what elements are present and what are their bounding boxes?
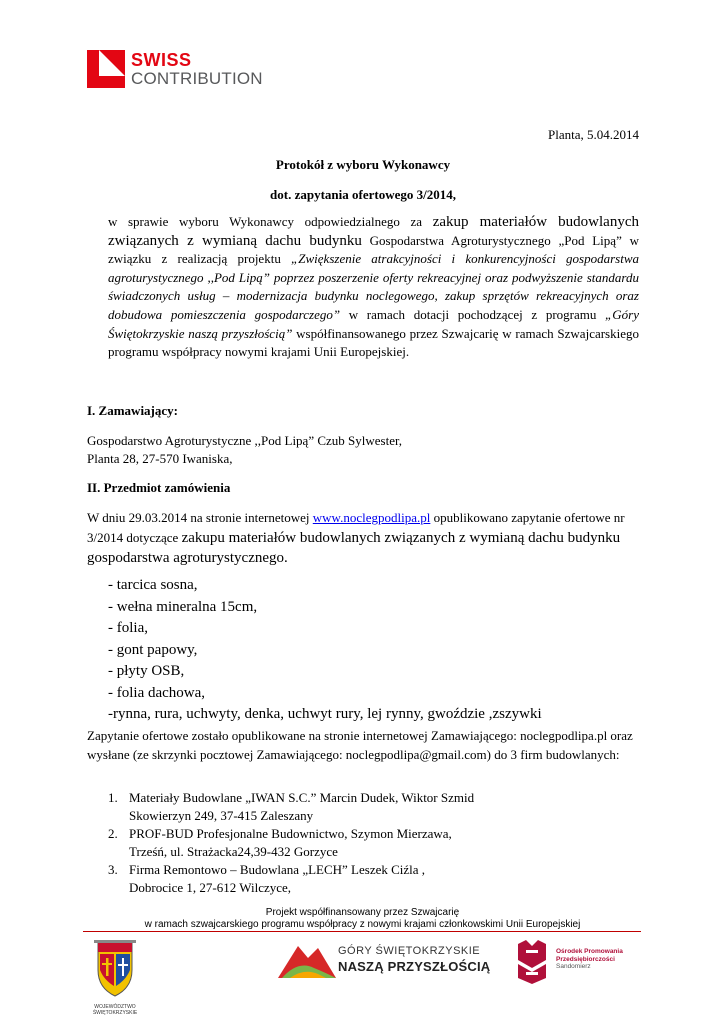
- contracting-party-address: Planta 28, 27-570 Iwaniska,: [87, 451, 233, 466]
- section-2-heading: II. Przedmiot zamówienia: [87, 480, 231, 495]
- document-subtitle: dot. zapytania ofertowego 3/2014,: [270, 187, 456, 202]
- firm-name: Materiały Budowlane „IWAN S.C.” Marcin Dudek, Wiktor Szmid: [129, 790, 475, 805]
- list-item: -rynna, rura, uchwyty, denka, uchwyt rury, lej rynny, gwoździe ,zszywki: [108, 706, 542, 722]
- intro-part-5: w ramach dotacji pochodzącej z programu: [348, 306, 597, 322]
- document-title: Protokół z wyboru Wykonawcy: [275, 157, 451, 172]
- intro-paragraph: [108, 213, 639, 362]
- logo-contribution-text: CONTRIBUTION: [131, 69, 263, 88]
- subject-text-3: zakupu materiałów budowlanych związanych z wymianą dachu budynku gospodarstwa agroturystycznego.: [87, 530, 621, 566]
- intro-part-3: Gospodarstwa Agroturystycznego „Pod Lipą” w związku z realizacją projektu: [108, 232, 640, 267]
- osrodek-emblem-icon: [512, 938, 552, 986]
- list-item: [108, 861, 648, 896]
- mountains-icon: [278, 938, 336, 982]
- list-item: [108, 789, 648, 824]
- publication-paragraph: Zapytanie ofertowe zostało opublikowane na stronie internetowej Zamawiającego: noclegpodlipa.pl oraz wysłane (ze skrzynki pocztowej Zamawiającego: noclegpodlipa@gmail.com) do 3 firm budowlanych:: [87, 728, 633, 762]
- contracting-party-name: Gospodarstwo Agroturystyczne ,,Pod Lipą” Czub Sylwester,: [87, 433, 403, 448]
- firm-number: 1.: [108, 790, 118, 805]
- osrodek-line-1: Ośrodek Promowania: [556, 948, 623, 955]
- footer-line-2: w ramach szwajcarskiego programu współpracy z nowymi krajami członkowskimi Unii Europejskiej: [144, 919, 581, 930]
- list-item: - folia,: [108, 620, 148, 636]
- firm-address: Dobrocice 1, 27-612 Wilczyce,: [129, 879, 292, 895]
- firm-address: Trześń, ul. Strażacka24,39-432 Gorzyce: [129, 843, 338, 859]
- firms-list: [108, 789, 648, 897]
- intro-part-1: w sprawie wyboru Wykonawcy odpowiedzialnego za: [108, 214, 423, 229]
- footer-divider: [83, 931, 641, 932]
- footer-line-1: Projekt współfinansowany przez Szwajcarię: [265, 907, 460, 918]
- footer-text: [0, 907, 725, 931]
- materials-list: [108, 575, 542, 726]
- firm-name: Firma Remontowo – Budowlana „LECH” Leszek Ciźla ,: [129, 862, 426, 877]
- intro-program-name: „Góry Świętokrzyskie naszą przyszłością”: [108, 306, 639, 341]
- voivodeship-coat-of-arms-icon: [86, 936, 144, 1008]
- firm-number: 3.: [108, 862, 118, 877]
- gory-text-2: NASZĄ PRZYSZŁOŚCIĄ: [338, 959, 491, 974]
- osrodek-text: [556, 948, 623, 971]
- firm-name: PROF-BUD Profesjonalne Budownictwo, Szymon Mierzawa,: [129, 826, 452, 841]
- website-link[interactable]: www.noclegpodlipa.pl: [312, 510, 431, 525]
- subject-text-1: W dniu 29.03.2014 na stronie internetowej: [87, 510, 310, 525]
- document-date: Planta, 5.04.2014: [548, 127, 639, 142]
- osrodek-line-2: Przedsiębiorczości: [556, 955, 615, 963]
- intro-part-7: współfinansowanego przez Szwajcarię w ramach Szwajcarskiego programu współpracy nowymi krajami Unii Europejskiej.: [108, 325, 639, 360]
- logo-swiss-text: SWISS: [131, 50, 192, 70]
- contracting-party: [87, 432, 639, 468]
- firm-address: Skowierzyn 249, 37-415 Zaleszany: [129, 807, 314, 823]
- swiss-contribution-logo: [87, 50, 263, 90]
- list-item: - wełna mineralna 15cm,: [108, 598, 258, 615]
- gory-swietokrzyskie-logo: [278, 938, 491, 986]
- section-1-heading: I. Zamawiający:: [87, 403, 178, 418]
- swiss-logo-mark-icon: [87, 50, 125, 88]
- intro-part-2: zakup materiałów budowlanych związanych z wymianą dachu budynku: [108, 214, 639, 249]
- osrodek-line-3: Sandomierz: [556, 963, 591, 970]
- intro-project-title: „Zwiększenie atrakcyjności i konkurencyjności gospodarstwa agroturystycznego ,,Pod Lipą” poprzez poszerzenie oferty rekreacyjnej oraz podwyższenie standardu świadczonych usług – modernizacja budynku noclegowego, zakup sprzętów rekreacyjnych oraz dobudowa pomieszczenia gospodarczego”: [108, 251, 640, 322]
- subject-text-2: opublikowano zapytanie ofertowe nr 3/2014 dotyczące: [87, 510, 625, 545]
- gory-text-1: GÓRY ŚWIĘTOKRZYSKIE: [338, 945, 481, 957]
- subject-paragraph: [87, 508, 639, 568]
- list-item: - tarcica sosna,: [108, 577, 198, 593]
- voivodeship-caption: WOJEWÓDZTWO ŚWIĘTOKRZYSKIE: [92, 1004, 138, 1016]
- list-item: [108, 825, 648, 860]
- list-item: - gont papowy,: [108, 641, 198, 658]
- list-item: - płyty OSB,: [108, 663, 185, 679]
- osrodek-logo: [512, 938, 642, 986]
- firm-number: 2.: [108, 826, 118, 841]
- list-item: - folia dachowa,: [108, 684, 206, 701]
